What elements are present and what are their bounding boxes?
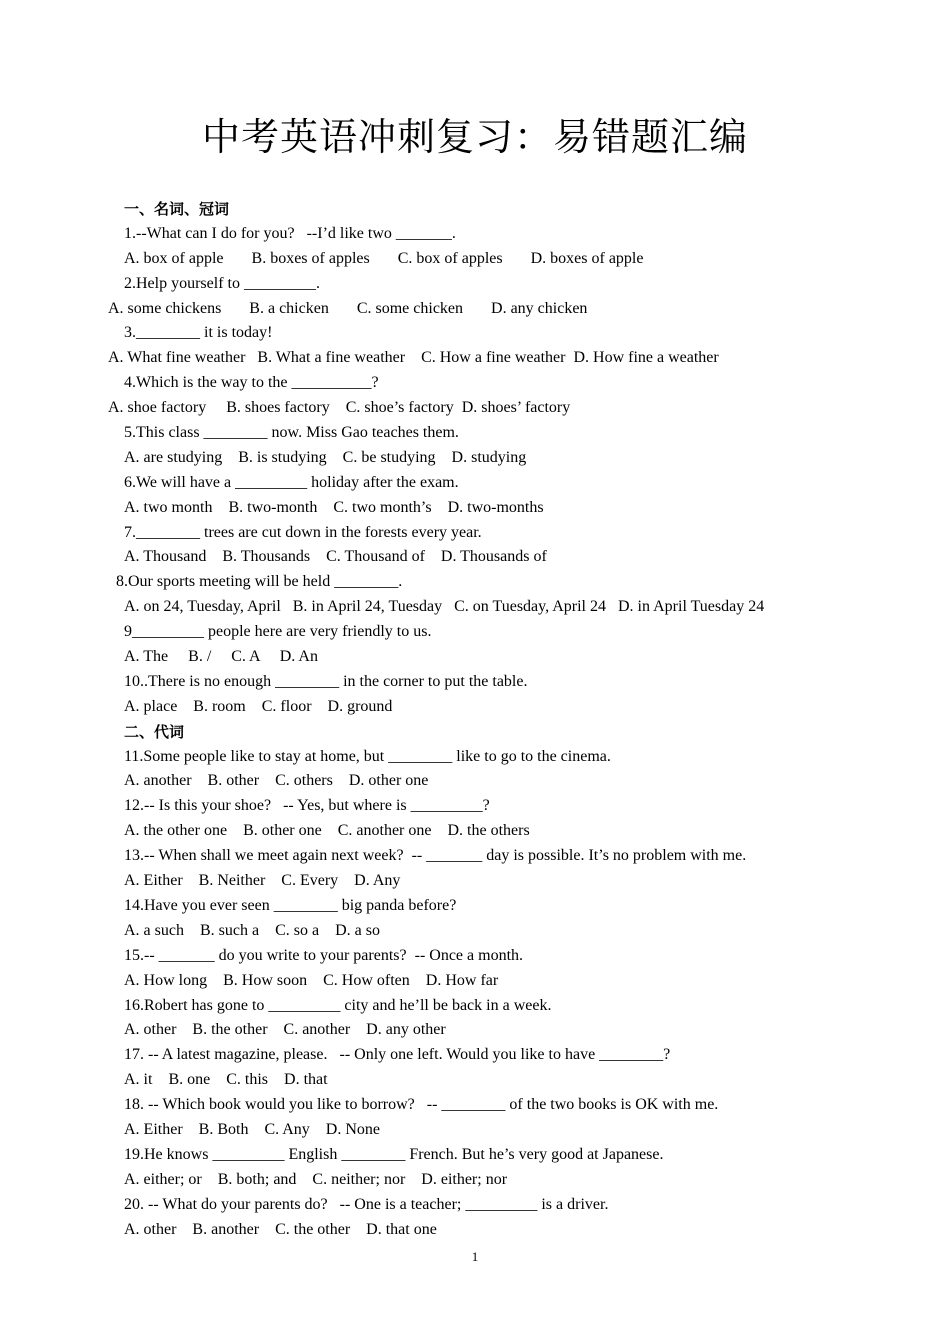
question-14: 14.Have you ever seen ________ big panda before? [124,896,457,914]
question-13: 13.-- When shall we meet again next week? -- _______ day is possible. It’s no problem with me. [124,847,747,865]
question-12: 12.-- Is this your shoe? -- Yes, but where is _________? [124,797,490,815]
section-heading-pronouns: 二、代词 [124,722,185,741]
question-11: 11.Some people like to stay at home, but ________ like to go to the cinema. [124,747,611,765]
question-2: 2.Help yourself to _________. [124,274,320,292]
question-3: 3.________ it is today! [124,324,273,342]
question-6: 6.We will have a _________ holiday after the exam. [124,473,459,491]
question-8: 8.Our sports meeting will be held ________. [116,573,403,591]
question-7: 7.________ trees are cut down in the forests every year. [124,523,482,541]
question-17-options: A. it B. one C. this D. that [124,1071,328,1089]
question-7-options: A. Thousand B. Thousands C. Thousand of D. Thousands of [124,548,547,566]
question-14-options: A. a such B. such a C. so a D. a so [124,921,380,939]
question-9: 9_________ people here are very friendly to us. [124,623,432,641]
question-20-options: A. other B. another C. the other D. that one [124,1220,437,1238]
page-title: 中考英语冲刺复习：易错题汇编 [201,115,748,159]
question-10: 10..There is no enough ________ in the corner to put the table. [124,672,528,690]
page-number: 1 [471,1249,479,1264]
section-heading-nouns-articles: 一、名词、冠词 [124,200,230,218]
question-1-options: A. box of apple B. boxes of apples C. box of apples D. boxes of apple [124,249,644,267]
question-9-options: A. The B. / C. A D. An [124,648,318,666]
question-4: 4.Which is the way to the __________? [124,374,379,392]
question-12-options: A. the other one B. other one C. another one D. the others [124,822,530,840]
question-8-options: A. on 24, Tuesday, April B. in April 24, Tuesday C. on Tuesday, April 24 D. in April Tuesday 24 [124,598,765,616]
question-11-options: A. another B. other C. others D. other one [124,772,429,790]
question-15: 15.-- _______ do you write to your parents? -- Once a month. [124,946,524,964]
question-6-options: A. two month B. two-month C. two month’s D. two-months [124,498,544,516]
question-20: 20. -- What do your parents do? -- One is a teacher; _________ is a driver. [124,1195,609,1213]
question-5-options: A. are studying B. is studying C. be studying D. studying [124,448,527,466]
question-5: 5.This class ________ now. Miss Gao teaches them. [124,424,459,442]
question-2-options: A. some chickens B. a chicken C. some chicken D. any chicken [108,299,588,317]
question-18: 18. -- Which book would you like to borrow? -- ________ of the two books is OK with me. [124,1096,719,1114]
question-10-options: A. place B. room C. floor D. ground [124,697,393,715]
question-list [0,197,950,1242]
question-16: 16.Robert has gone to _________ city and he’ll be back in a week. [124,996,552,1014]
question-13-options: A. Either B. Neither C. Every D. Any [124,872,401,890]
question-19: 19.He knows _________ English ________ French. But he’s very good at Japanese. [124,1145,664,1163]
question-16-options: A. other B. the other C. another D. any other [124,1021,446,1039]
question-18-options: A. Either B. Both C. Any D. None [124,1120,380,1138]
question-4-options: A. shoe factory B. shoes factory C. shoe’s factory D. shoes’ factory [108,399,571,417]
question-1: 1.--What can I do for you? --I’d like two _______. [124,224,456,242]
question-3-options: A. What fine weather B. What a fine weather C. How a fine weather D. How fine a weather [108,349,719,367]
question-15-options: A. How long B. How soon C. How often D. How far [124,971,499,989]
question-17: 17. -- A latest magazine, please. -- Only one left. Would you like to have ________? [124,1046,671,1064]
question-19-options: A. either; or B. both; and C. neither; nor D. either; nor [124,1170,508,1188]
